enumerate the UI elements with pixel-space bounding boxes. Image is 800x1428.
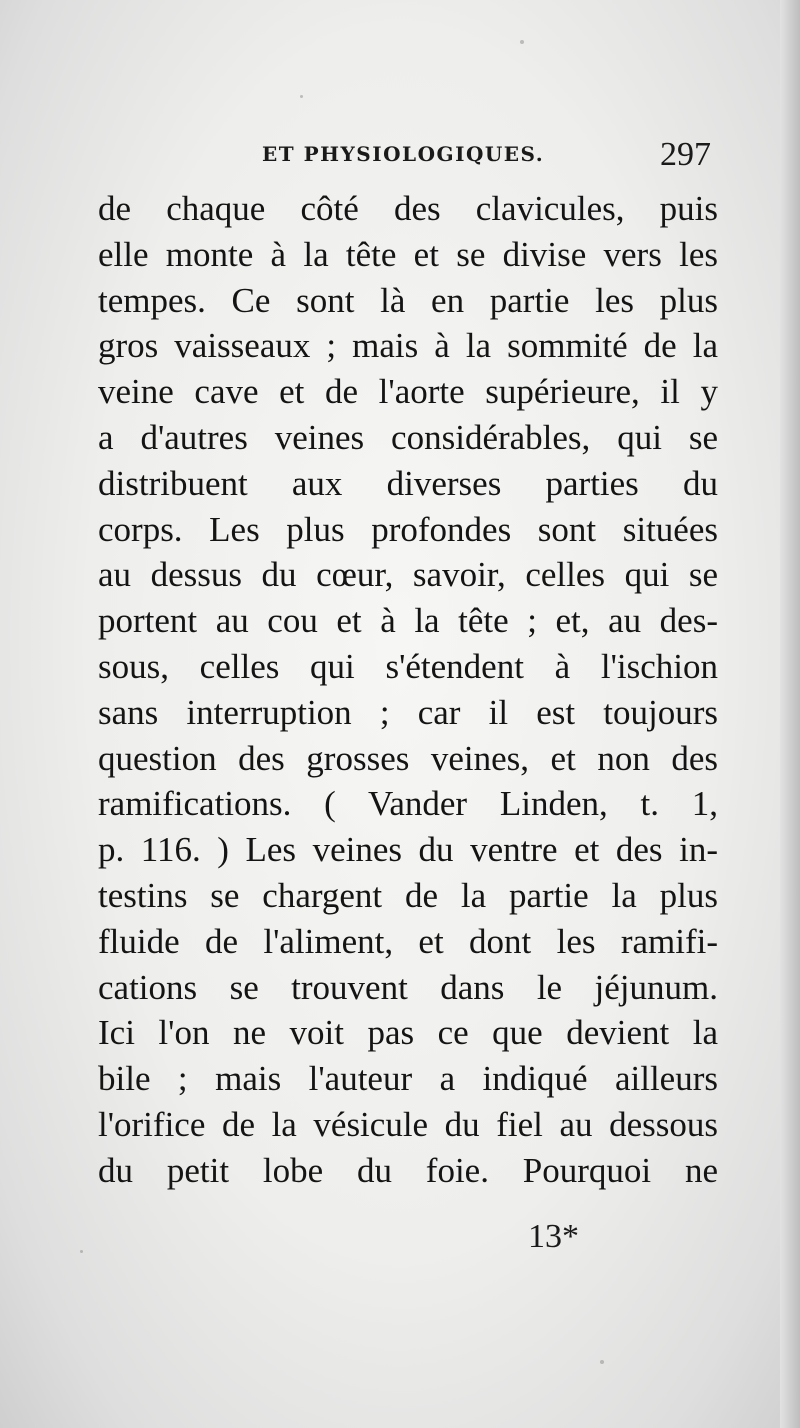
text-line: corps. Les plus profondes sont situées	[98, 509, 718, 549]
text-line: gros vaisseaux ; mais à la sommité de la	[98, 326, 718, 366]
paper-speck	[300, 95, 303, 98]
text-line: l'orifice de la vésicule du fiel au dessous	[98, 1104, 718, 1144]
text-line: distribuent aux diverses parties du	[98, 463, 718, 503]
paper-speck	[600, 1360, 604, 1364]
text-line: testins se chargent de la partie la plus	[98, 875, 718, 915]
text-line: cations se trouvent dans le jéjunum.	[98, 967, 718, 1007]
text-line: portent au cou et à la tête ; et, au des-	[98, 601, 718, 641]
text-line: de chaque côté des clavicules, puis	[98, 189, 718, 228]
body-text	[98, 186, 718, 1194]
text-line: ramifications. ( Vander Linden, t. 1,	[98, 784, 718, 824]
signature-mark: 13*	[528, 1218, 579, 1255]
text-line: bile ; mais l'auteur a indiqué ailleurs	[98, 1059, 718, 1099]
text-line: elle monte à la tête et se divise vers les	[98, 234, 718, 274]
text-line: sans interruption ; car il est toujours	[98, 692, 718, 732]
paper-speck	[520, 40, 524, 44]
text-line: au dessus du cœur, savoir, celles qui se	[98, 555, 718, 595]
text-line: sous, celles qui s'étendent à l'ischion	[98, 646, 718, 686]
text-line: Ici l'on ne voit pas ce que devient la	[98, 1013, 718, 1053]
paper-speck	[80, 1250, 83, 1253]
page-gutter-shadow	[780, 0, 800, 1428]
text-line: veine cave et de l'aorte supérieure, il y	[98, 372, 718, 412]
text-line: du petit lobe du foie. Pourquoi ne	[98, 1150, 718, 1190]
text-line: p. 116. ) Les veines du ventre et des in-	[98, 830, 718, 870]
text-line: question des grosses veines, et non des	[98, 738, 718, 778]
text-line: fluide de l'aliment, et dont les ramifi-	[98, 921, 718, 961]
running-head: ET PHYSIOLOGIQUES.	[262, 142, 545, 166]
text-line: a d'autres veines considérables, qui se	[98, 417, 718, 457]
text-line: tempes. Ce sont là en partie les plus	[98, 280, 718, 320]
page-number: 297	[660, 136, 711, 173]
